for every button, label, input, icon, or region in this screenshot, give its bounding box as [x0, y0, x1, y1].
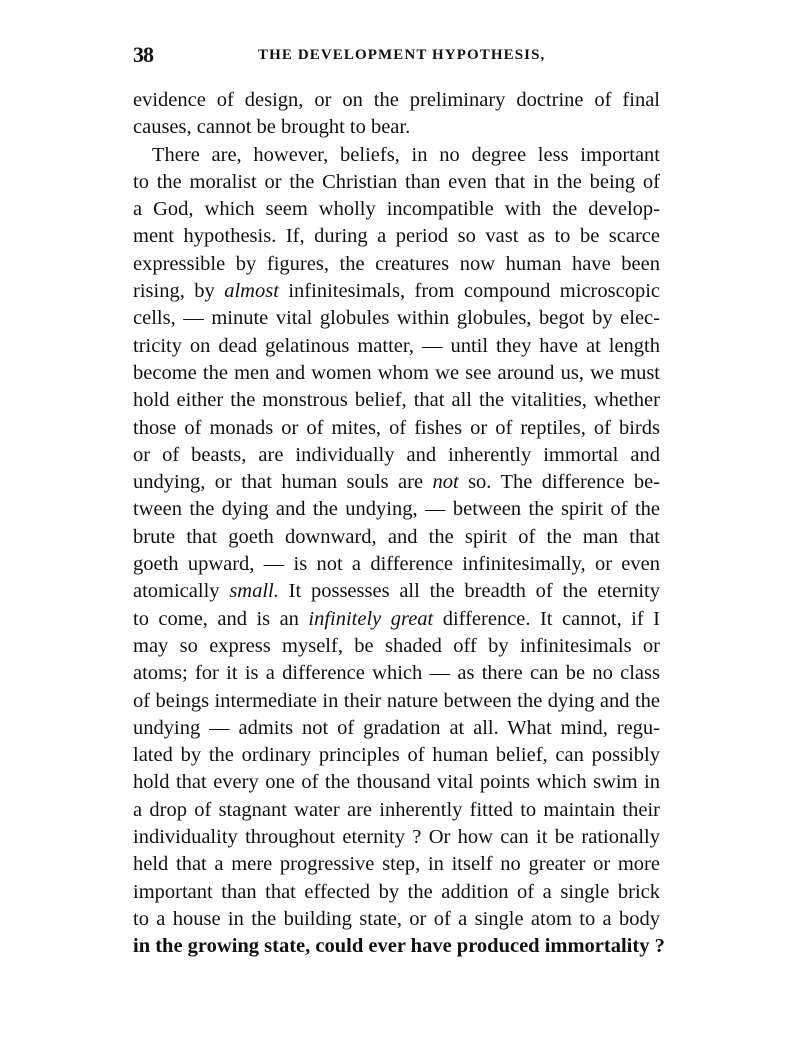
text-span: may so express myself, be shaded off by infinitesimals or	[133, 634, 660, 657]
text-span: tricity on dead gelatinous matter, — until they have at length	[133, 334, 660, 357]
text-line	[133, 305, 660, 332]
italic-text: infinitely great	[308, 607, 434, 630]
text-span: atomically	[133, 580, 230, 603]
text-span: evidence of design, or on the preliminary doctrine of final	[133, 89, 660, 111]
text-span: in the growing state, could ever have produced immortality ?	[133, 935, 665, 958]
text-span: infinitesimals, from compound microscopic	[278, 280, 660, 303]
text-line	[133, 196, 660, 223]
text-span: to a house in the building state, or of a single atom to a body	[133, 907, 660, 930]
italic-text: almost	[224, 280, 279, 303]
text-span: lated by the ordinary principles of human belief, can possibly	[133, 744, 660, 767]
text-line	[133, 278, 660, 305]
italic-text: small.	[229, 580, 279, 603]
text-line	[133, 496, 660, 523]
text-span: become the men and women whom we see around us, we must	[133, 361, 660, 384]
text-span: undying, or that human souls are	[133, 471, 433, 494]
text-line	[133, 387, 660, 414]
text-span: rising, by	[133, 280, 225, 303]
text-line	[133, 442, 660, 469]
body-text	[133, 87, 665, 961]
text-span: tween the dying and the undying, — between the spirit of the	[133, 498, 660, 521]
text-line	[133, 879, 660, 906]
text-line	[133, 333, 660, 360]
text-span: causes, cannot be brought to bear.	[133, 116, 411, 139]
text-line	[133, 524, 660, 551]
text-span: ment hypothesis. If, during a period so vast as to be scarce	[133, 225, 660, 248]
text-span: so. The difference be-	[458, 471, 660, 494]
text-line	[133, 769, 660, 796]
text-span: undying — admits not of gradation at all. What mind, regu-	[133, 716, 660, 739]
text-span: goeth upward, — is not a difference infinitesimally, or even	[133, 553, 660, 576]
page-header	[133, 42, 660, 70]
text-line	[133, 660, 660, 687]
text-span: It possesses all the breadth of the eternity	[278, 580, 660, 603]
text-span: individuality throughout eternity ? Or how can it be rationally	[133, 826, 660, 849]
text-line	[133, 551, 660, 578]
text-line	[133, 688, 660, 715]
running-title: THE DEVELOPMENT HYPOTHESIS,	[258, 47, 546, 63]
text-span: or of beasts, are individually and inherently immortal and	[133, 443, 660, 466]
text-span: brute that goeth downward, and the spirit of the man that	[133, 525, 660, 548]
text-line	[133, 114, 660, 141]
text-line	[133, 87, 660, 114]
text-span: hold that every one of the thousand vital points which swim in	[133, 771, 660, 794]
text-span: expressible by figures, the creatures now human have been	[133, 252, 660, 275]
text-line	[133, 933, 665, 960]
text-line	[133, 142, 660, 169]
text-line	[133, 169, 660, 196]
page-number: 38	[133, 42, 153, 67]
text-span: difference. It cannot, if I	[433, 607, 660, 630]
text-line	[133, 824, 660, 851]
text-line	[133, 715, 660, 742]
text-span: important than that effected by the addition of a single brick	[133, 880, 660, 903]
text-span: a God, which seem wholly incompatible with the develop-	[133, 198, 660, 221]
text-span: of beings intermediate in their nature between the dying and the	[133, 689, 660, 712]
text-span: to come, and is an	[133, 607, 309, 630]
text-line	[133, 360, 660, 387]
text-line	[133, 606, 660, 633]
text-line	[133, 797, 660, 824]
text-line	[133, 223, 660, 250]
text-line	[133, 906, 660, 933]
text-line	[133, 742, 660, 769]
text-line	[133, 578, 660, 605]
text-span: to the moralist or the Christian than even that in the being of	[133, 170, 660, 193]
text-span: hold either the monstrous belief, that all the vitalities, whether	[133, 389, 660, 412]
text-span: a drop of stagnant water are inherently fitted to maintain their	[133, 798, 660, 821]
text-span: There are, however, beliefs, in no degree less important	[152, 143, 660, 166]
text-line	[133, 633, 660, 660]
text-span: those of monads or of mites, of fishes or of reptiles, of birds	[133, 416, 660, 439]
text-line	[133, 415, 660, 442]
text-span: cells, — minute vital globules within globules, begot by elec-	[133, 307, 660, 330]
text-line	[133, 469, 660, 496]
text-line	[133, 251, 660, 278]
text-span: atoms; for it is a difference which — as there can be no class	[133, 662, 660, 685]
text-span: held that a mere progressive step, in itself no greater or more	[133, 853, 660, 876]
italic-text: not	[432, 471, 459, 494]
text-line	[133, 851, 660, 878]
